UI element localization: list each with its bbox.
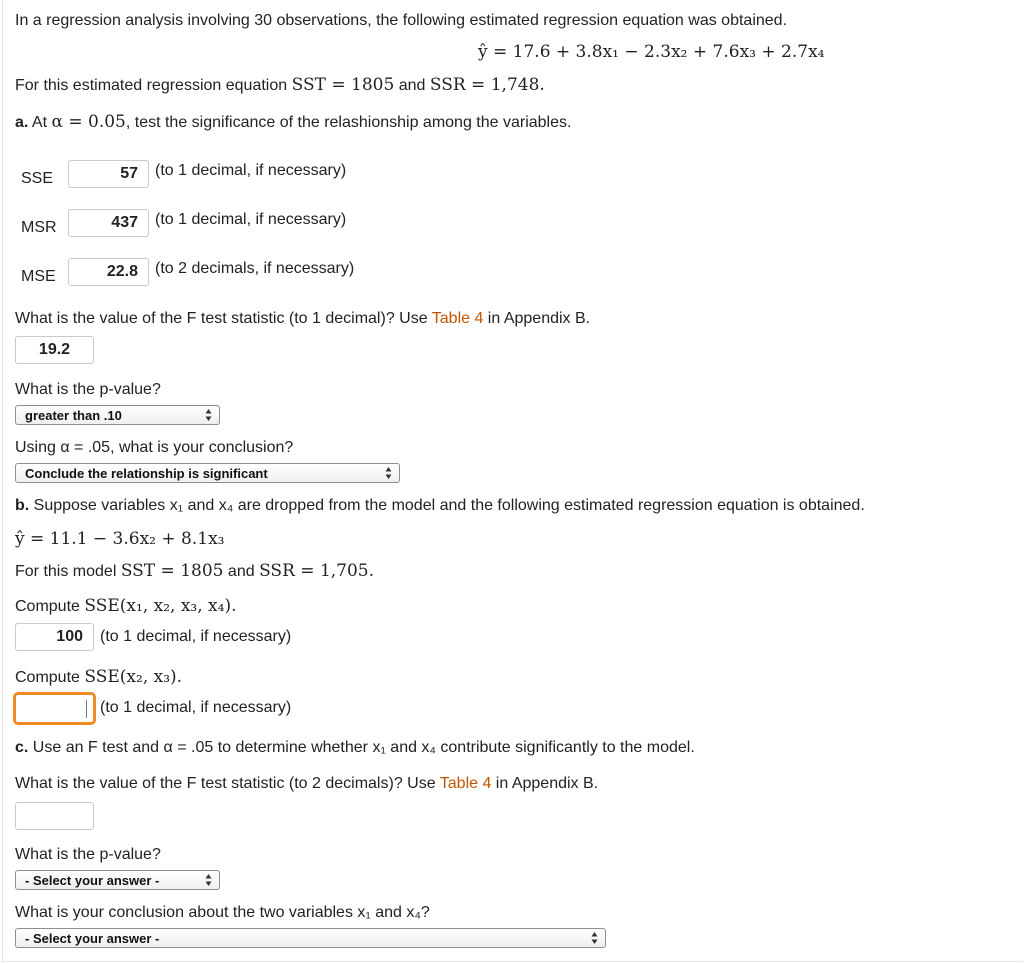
p-value-selected-a: greater than .10 [25, 407, 122, 423]
p-value-select-a[interactable] [15, 405, 220, 425]
part-c-marker: c. [15, 739, 29, 756]
select-arrows-icon [205, 408, 212, 422]
compute-prefix-full: Compute [15, 598, 85, 615]
part-a-heading [15, 112, 571, 132]
f-question-c [15, 775, 598, 793]
and-text-b: and [223, 563, 260, 580]
estimated-equation-reduced: ŷ = 11.1 − 3.6x₂ + 8.1x₃ [15, 529, 225, 549]
sse-reduced-input[interactable] [13, 692, 96, 725]
part-c-heading [15, 739, 695, 757]
ssr-label-b: SSR [259, 561, 295, 581]
sums-prefix: For this estimated regression equation [15, 77, 292, 94]
mse-label: MSE [21, 268, 56, 285]
mse-hint: (to 2 decimals, if necessary) [155, 260, 355, 277]
sse-full-hint: (to 1 decimal, if necessary) [100, 628, 292, 645]
select-arrows-icon [385, 466, 392, 480]
sse-reduced-expression: SSE(x₂, x₃) [84, 667, 177, 687]
f-question-a-suffix: in Appendix B. [483, 310, 591, 327]
f-question-c-suffix: in Appendix B. [491, 775, 599, 792]
part-b-text: Suppose variables x₁ and x₄ are dropped from the model and the following estimated regression equation is obtained. [29, 497, 865, 514]
part-c-text: Use an F test and α = .05 to determine whether x₁ and x₄ contribute significantly to the model. [28, 739, 695, 756]
msr-input[interactable]: 437 [68, 209, 149, 237]
part-a-text-before: At [28, 114, 52, 131]
sst-label-b: SST [120, 561, 156, 581]
f-question-a [15, 310, 590, 328]
f-statistic-input-c[interactable] [15, 802, 94, 830]
conclusion-question-c: What is your conclusion about the two variables x₁ and x₄? [15, 904, 430, 921]
p-value-selected-c: - Select your answer - [25, 872, 160, 888]
compute-sse-reduced-label: Compute SSE(x₂, x₃). [15, 667, 183, 687]
table-4-link-a[interactable]: Table 4 [431, 310, 484, 327]
compute-sse-full-label: Compute SSE(x₁, x₂, x₃, x₄). [15, 596, 237, 616]
ssr-value-b: 1,705 [319, 561, 369, 581]
f-statistic-input-a[interactable]: 19.2 [15, 336, 94, 364]
sums-line-b: For this model SST = 1805 and SSR = 1,705. [15, 561, 375, 581]
ssr-label: SSR [429, 75, 466, 95]
select-arrows-icon [205, 873, 212, 887]
sums-line-a: For this estimated regression equation SST = 1805 and SSR = 1,748. [15, 75, 545, 95]
conclusion-select-c[interactable] [15, 928, 606, 948]
msr-hint: (to 1 decimal, if necessary) [155, 211, 347, 228]
f-question-a-text: What is the value of the F test statistic (to 1 decimal)? Use [15, 310, 432, 327]
mse-input[interactable]: 22.8 [68, 258, 149, 286]
text-cursor [86, 700, 87, 718]
sst-value-b: 1805 [180, 561, 224, 581]
p-value-select-c[interactable] [15, 870, 220, 890]
p-value-question-c: What is the p-value? [15, 846, 161, 863]
estimated-equation-full: ŷ = 17.6 + 3.8x₁ − 2.3x₂ + 7.6x₃ + 2.7x₄ [478, 42, 825, 62]
sse-hint: (to 1 decimal, if necessary) [155, 162, 347, 179]
conclusion-select-a[interactable] [15, 463, 400, 483]
intro-text: In a regression analysis involving 30 observations, the following estimated regression equation was obtained. [15, 12, 788, 29]
and-text: and [394, 77, 430, 94]
alpha-value: α = 0.05 [51, 112, 126, 132]
p-value-question-a: What is the p-value? [15, 381, 161, 398]
compute-prefix-reduced: Compute [15, 669, 85, 686]
sst-label: SST [291, 75, 326, 95]
msr-label: MSR [21, 219, 57, 236]
table-4-link-c[interactable]: Table 4 [439, 775, 492, 792]
sst-value: 1805 [351, 75, 395, 95]
part-a-marker: a. [15, 114, 29, 131]
conclusion-question-a: Using α = .05, what is your conclusion? [15, 439, 294, 456]
conclusion-selected-c: - Select your answer - [25, 930, 160, 946]
ssr-value: 1,748 [490, 75, 540, 95]
part-b-marker: b. [15, 497, 30, 514]
sse-full-input[interactable]: 100 [15, 623, 94, 651]
conclusion-selected-a: Conclude the relationship is significant [25, 465, 268, 481]
part-a-text-after: , test the significance of the relashionship among the variables. [125, 114, 572, 131]
f-question-c-text: What is the value of the F test statistic (to 2 decimals)? Use [15, 775, 440, 792]
part-b-heading [15, 497, 865, 515]
sse-input[interactable]: 57 [68, 160, 149, 188]
sums-prefix-b: For this model [15, 563, 121, 580]
sse-label: SSE [21, 170, 54, 187]
sse-reduced-hint: (to 1 decimal, if necessary) [100, 699, 292, 716]
sse-full-expression: SSE(x₁, x₂, x₃, x₄) [84, 596, 232, 616]
select-arrows-icon [591, 931, 598, 945]
